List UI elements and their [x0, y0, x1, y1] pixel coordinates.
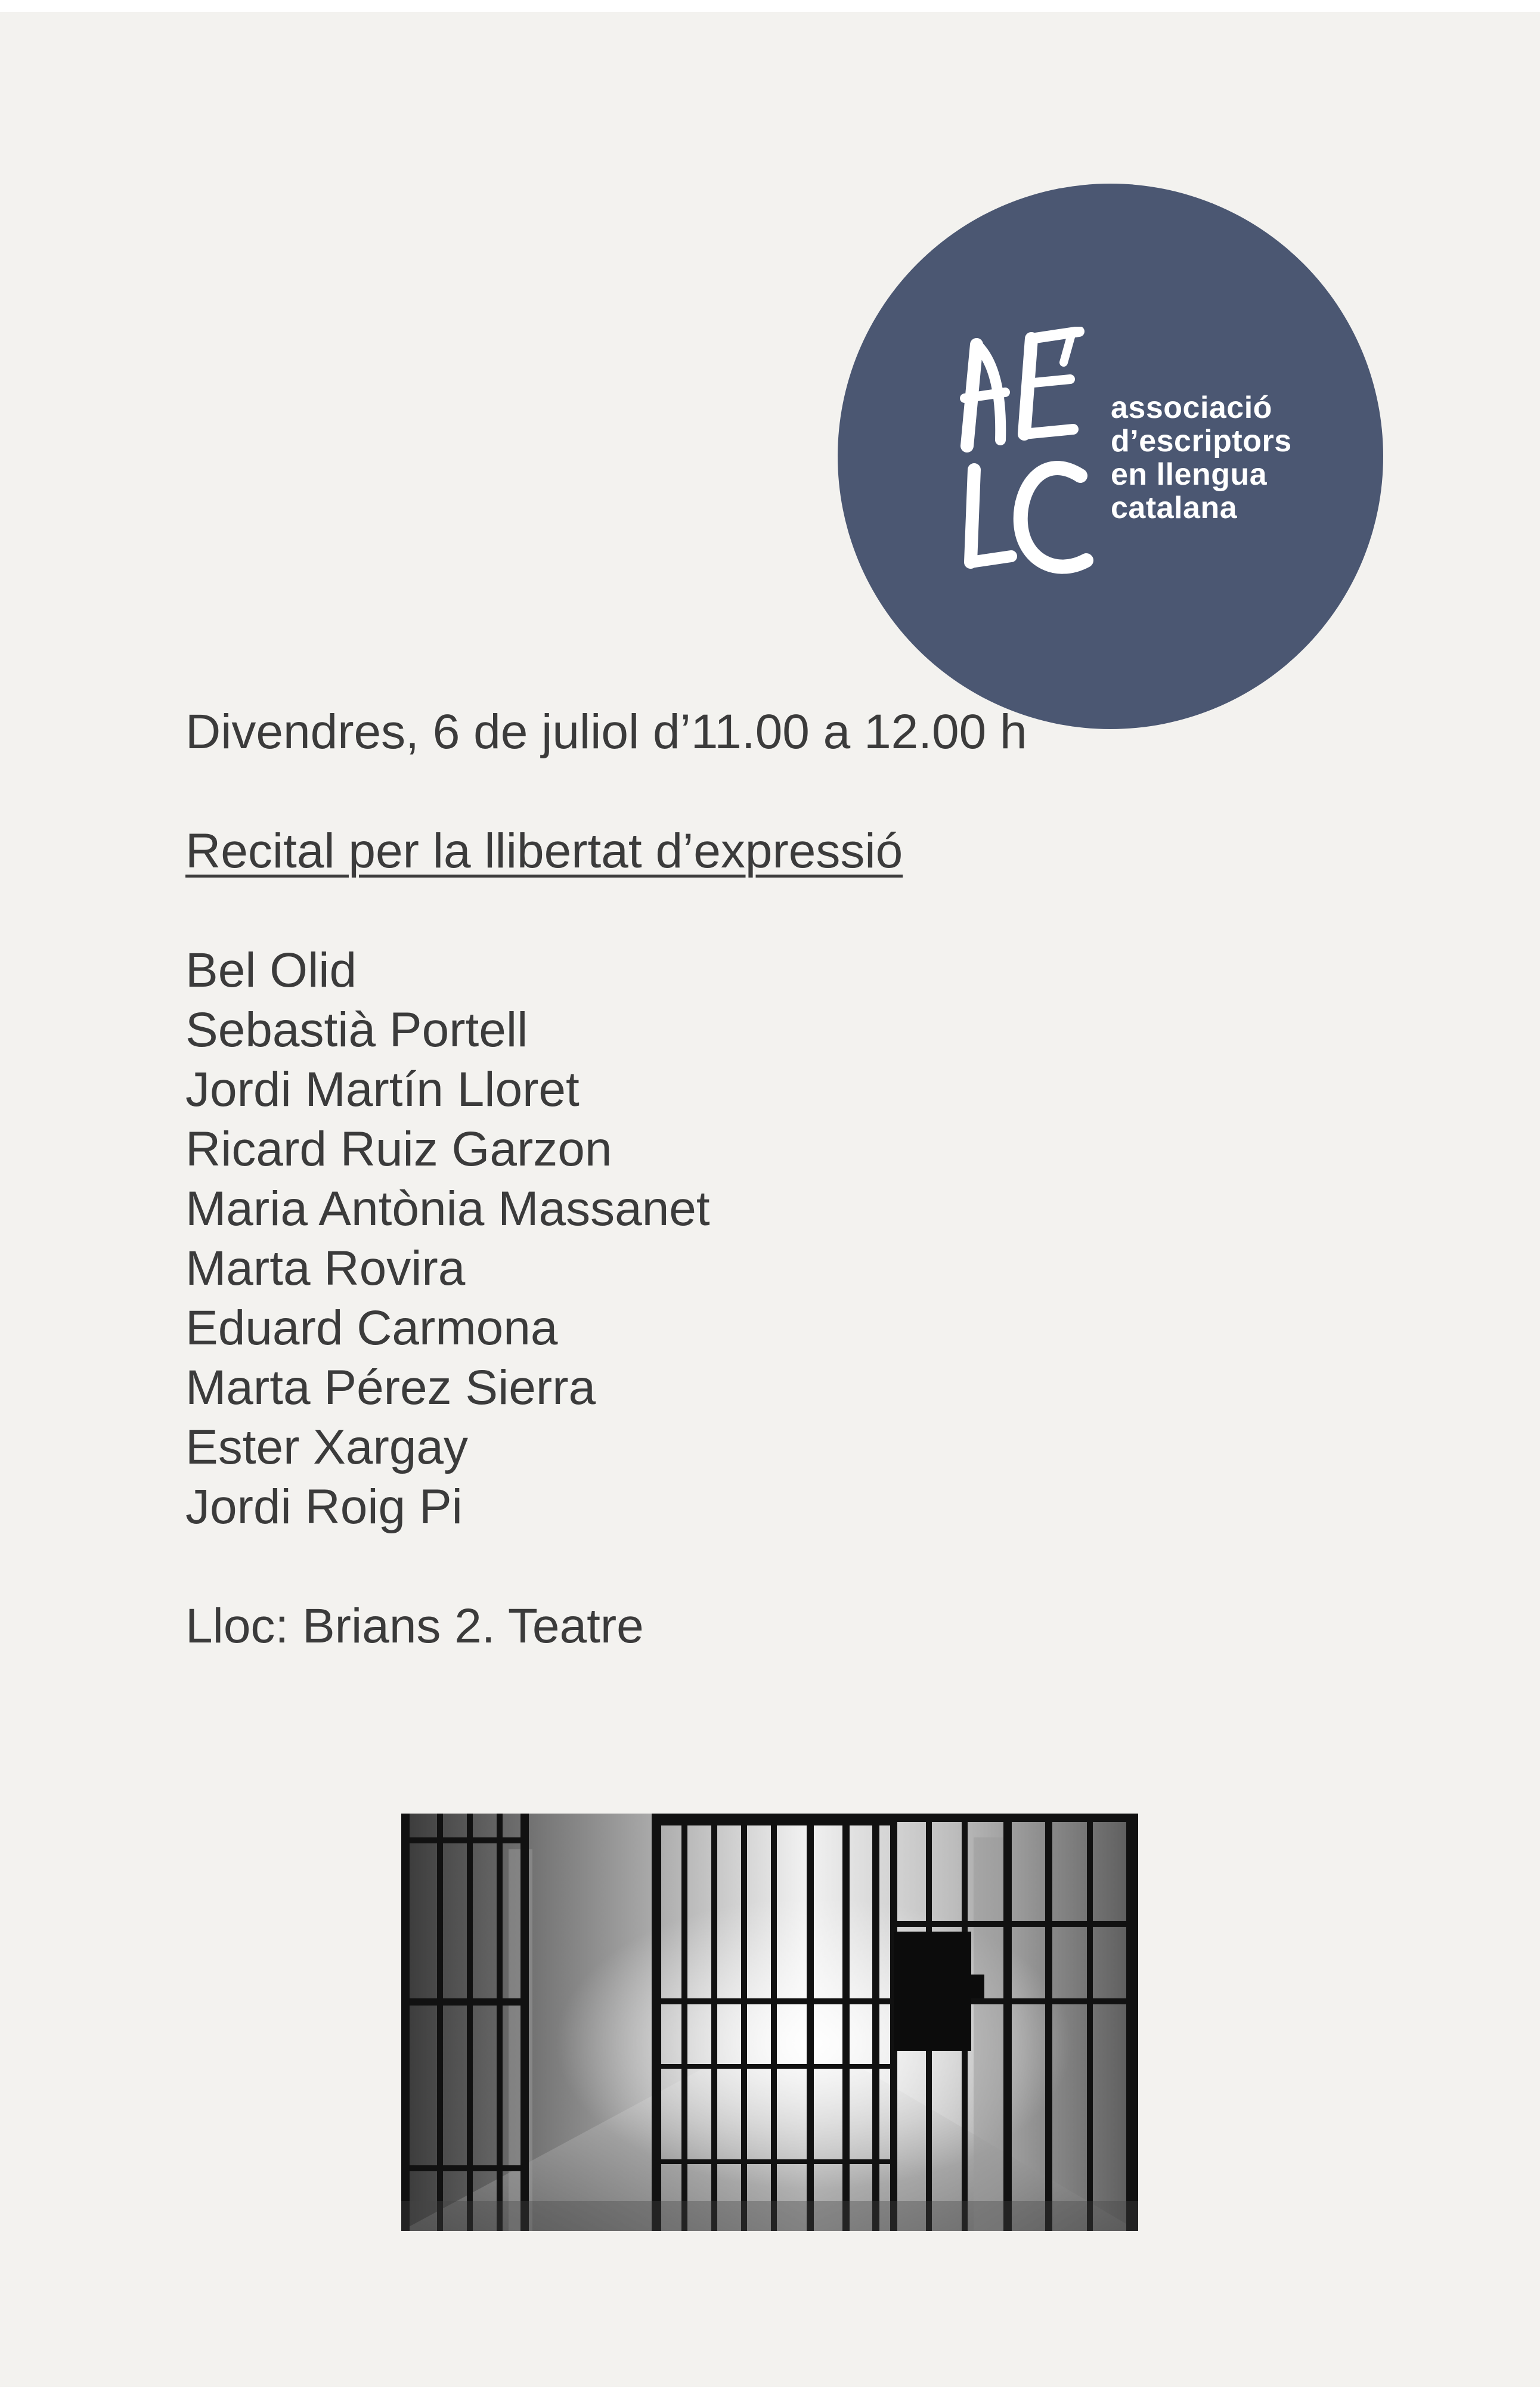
- event-title: Recital per la llibertat d’expressió: [185, 824, 903, 878]
- prison-bars-photo: [401, 1814, 1138, 2231]
- participant-name: Maria Antònia Massanet: [185, 1182, 710, 1236]
- logo-wordmark: [1111, 391, 1292, 525]
- logo-text-line: en llengua: [1111, 457, 1268, 492]
- event-date-time: Divendres, 6 de juliol d’11.00 a 12.00 h: [185, 705, 1027, 759]
- participant-name: Bel Olid: [185, 943, 357, 997]
- logo-text-line: associació: [1111, 390, 1272, 425]
- participant-name: Jordi Martín Lloret: [185, 1062, 580, 1117]
- aelc-monogram-icon: [954, 327, 1097, 583]
- logo-text-line: d’escriptors: [1111, 424, 1292, 458]
- participant-name: Marta Rovira: [185, 1241, 466, 1295]
- participant-name: Ester Xargay: [185, 1420, 468, 1474]
- participant-name: Marta Pérez Sierra: [185, 1360, 596, 1415]
- participant-name: Ricard Ruiz Garzon: [185, 1122, 612, 1176]
- event-venue: Lloc: Brians 2. Teatre: [185, 1599, 644, 1653]
- participant-name: Jordi Roig Pi: [185, 1480, 463, 1534]
- poster-page: [0, 12, 1540, 2387]
- aelc-logo: [838, 184, 1383, 729]
- logo-text-line: catalana: [1111, 491, 1238, 525]
- participants-list: [185, 941, 710, 1537]
- participant-name: Eduard Carmona: [185, 1301, 558, 1355]
- participant-name: Sebastià Portell: [185, 1003, 528, 1057]
